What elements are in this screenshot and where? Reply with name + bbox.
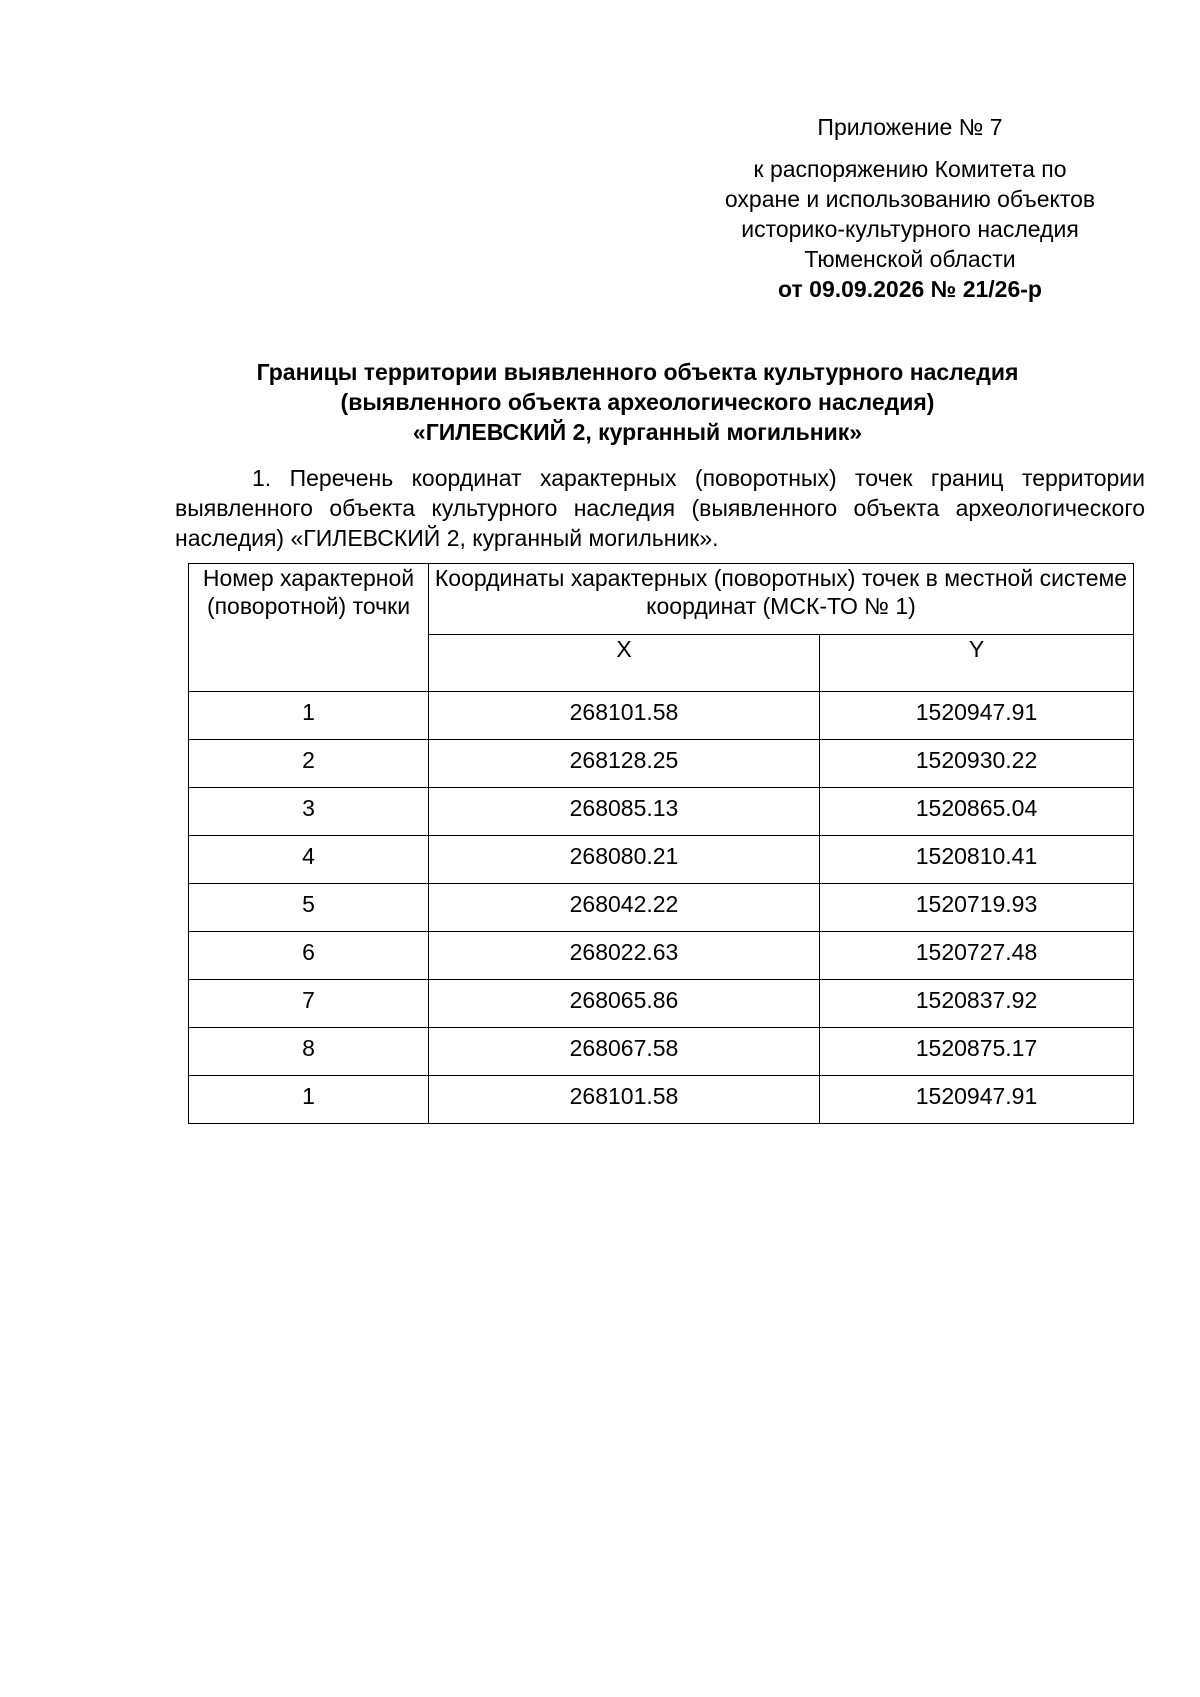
appendix-number: Приложение № 7 bbox=[817, 114, 1003, 140]
cell-point-number: 7 bbox=[189, 980, 429, 1028]
cell-x: 268067.58 bbox=[429, 1028, 820, 1076]
cell-x: 268085.13 bbox=[429, 788, 820, 836]
cell-y: 1520875.17 bbox=[820, 1028, 1134, 1076]
appendix-line: к распоряжению Комитета по bbox=[753, 156, 1067, 182]
cell-point-number: 8 bbox=[189, 1028, 429, 1076]
header-x: X bbox=[429, 635, 820, 692]
cell-point-number: 2 bbox=[189, 740, 429, 788]
cell-point-number: 1 bbox=[189, 692, 429, 740]
appendix-line: историко-культурного наследия bbox=[741, 216, 1079, 242]
header-coordinates: Координаты характерных (поворотных) точек в местной системе координат (МСК-ТО № 1) bbox=[429, 564, 1134, 635]
cell-point-number: 4 bbox=[189, 836, 429, 884]
header-point-number: Номер характерной (поворотной) точки bbox=[189, 564, 429, 692]
cell-point-number: 5 bbox=[189, 884, 429, 932]
table-row bbox=[189, 932, 1134, 980]
intro-paragraph: 1. Перечень координат характерных (поворотных) точек границ территории выявленного объекта культурного наследия (выявленного объекта археологического наследия) «ГИЛЕВСКИЙ 2, курганный могильник». bbox=[175, 465, 1145, 551]
table-row bbox=[189, 788, 1134, 836]
appendix-decree: от 09.09.2026 № 21/26-р bbox=[778, 276, 1042, 302]
table-row bbox=[189, 836, 1134, 884]
title-line: Границы территории выявленного объекта культурного наследия bbox=[256, 359, 1019, 385]
cell-y: 1520947.91 bbox=[820, 1076, 1134, 1124]
cell-y: 1520810.41 bbox=[820, 836, 1134, 884]
cell-point-number: 3 bbox=[189, 788, 429, 836]
cell-x: 268101.58 bbox=[429, 692, 820, 740]
cell-y: 1520947.91 bbox=[820, 692, 1134, 740]
cell-x: 268080.21 bbox=[429, 836, 820, 884]
cell-point-number: 6 bbox=[189, 932, 429, 980]
appendix-block bbox=[700, 112, 1120, 304]
cell-y: 1520930.22 bbox=[820, 740, 1134, 788]
table-row bbox=[189, 740, 1134, 788]
cell-x: 268101.58 bbox=[429, 1076, 820, 1124]
header-y: Y bbox=[820, 635, 1134, 692]
cell-x: 268065.86 bbox=[429, 980, 820, 1028]
table-body bbox=[189, 692, 1134, 1124]
table-row bbox=[189, 692, 1134, 740]
appendix-line: охране и использованию объектов bbox=[724, 186, 1096, 212]
coordinates-table bbox=[188, 563, 1134, 1124]
cell-y: 1520727.48 bbox=[820, 932, 1134, 980]
table-row bbox=[189, 884, 1134, 932]
appendix-line: Тюменской области bbox=[804, 246, 1016, 272]
table-row bbox=[189, 1028, 1134, 1076]
title-line: «ГИЛЕВСКИЙ 2, курганный могильник» bbox=[412, 419, 863, 445]
table-row bbox=[189, 1076, 1134, 1124]
cell-y: 1520837.92 bbox=[820, 980, 1134, 1028]
document-title bbox=[175, 357, 1100, 447]
cell-point-number: 1 bbox=[189, 1076, 429, 1124]
cell-x: 268128.25 bbox=[429, 740, 820, 788]
cell-y: 1520719.93 bbox=[820, 884, 1134, 932]
title-line: (выявленного объекта археологического наследия) bbox=[340, 389, 935, 415]
table-row bbox=[189, 980, 1134, 1028]
cell-y: 1520865.04 bbox=[820, 788, 1134, 836]
cell-x: 268022.63 bbox=[429, 932, 820, 980]
cell-x: 268042.22 bbox=[429, 884, 820, 932]
